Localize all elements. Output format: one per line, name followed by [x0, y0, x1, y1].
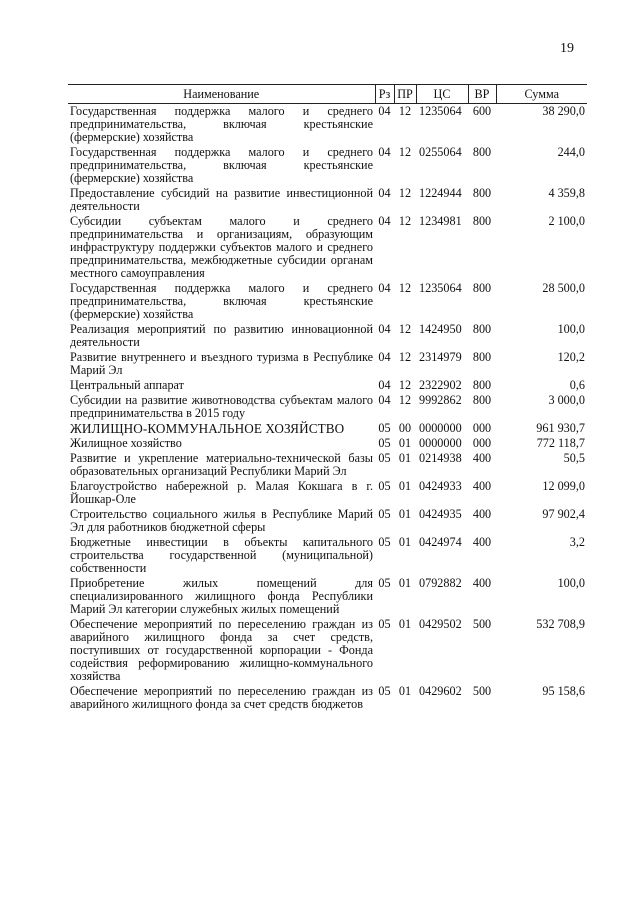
row-pr: 00 [398, 421, 412, 435]
row-rz: 04 [378, 104, 391, 118]
row-name: Предоставление субсидий на развитие инвестиционной деятельности [70, 186, 373, 213]
row-sum: 4 359,8 [548, 186, 585, 200]
row-pr: 01 [398, 451, 412, 465]
table-row [68, 104, 587, 146]
row-rz: 05 [378, 617, 391, 631]
table-row [68, 393, 587, 421]
row-name: Развитие внутреннего и въездного туризма в Республике Марий Эл [70, 350, 373, 377]
row-rz: 04 [378, 350, 391, 364]
row-pr: 12 [398, 281, 412, 295]
row-rz: 04 [378, 322, 391, 336]
header-sum: Сумма [496, 85, 587, 104]
table-row [68, 451, 587, 479]
row-sum: 961 930,7 [536, 421, 585, 435]
row-cs: 1234981 [419, 214, 462, 228]
row-rz: 04 [378, 393, 391, 407]
table-row [68, 507, 587, 535]
row-rz: 04 [378, 214, 391, 228]
row-sum: 97 902,4 [542, 507, 585, 521]
row-cs: 1235064 [419, 104, 462, 118]
row-vr: 800 [472, 393, 492, 407]
header-rz: Рз [375, 85, 394, 104]
row-cs: 0429502 [419, 617, 462, 631]
row-name: ЖИЛИЩНО-КОММУНАЛЬНОЕ ХОЗЯЙСТВО [70, 421, 345, 436]
row-name: Реализация мероприятий по развитию инновационной деятельности [70, 322, 373, 349]
row-sum: 772 118,7 [536, 436, 585, 450]
row-name: Субсидии на развитие животноводства субъектам малого предпринимательства в 2015 году [70, 393, 373, 420]
row-vr: 000 [472, 421, 492, 435]
row-sum: 3,2 [569, 535, 585, 549]
row-name: Государственная поддержка малого и среднего предпринимательства, включая крестьянские (фермерские) хозяйства [70, 104, 373, 144]
row-sum: 0,6 [569, 378, 585, 392]
row-sum: 244,0 [557, 145, 585, 159]
row-rz: 05 [378, 451, 391, 465]
row-rz: 05 [378, 684, 391, 698]
row-cs: 1235064 [419, 281, 462, 295]
row-cs: 0424935 [419, 507, 462, 521]
row-name: Центральный аппарат [70, 378, 184, 392]
row-cs: 0214938 [419, 451, 462, 465]
row-cs: 2314979 [419, 350, 462, 364]
row-vr: 800 [472, 322, 492, 336]
header-vr: ВР [468, 85, 496, 104]
row-name: Жилищное хозяйство [70, 436, 182, 450]
row-cs: 9992862 [419, 393, 462, 407]
row-pr: 01 [398, 576, 412, 590]
row-sum: 95 158,6 [542, 684, 585, 698]
row-vr: 800 [472, 350, 492, 364]
row-cs: 0000000 [419, 421, 462, 435]
row-sum: 28 500,0 [542, 281, 585, 295]
row-name: Благоустройство набережной р. Малая Кокшага в г. Йошкар-Оле [70, 479, 373, 506]
row-vr: 800 [472, 186, 492, 200]
row-sum: 100,0 [557, 322, 585, 336]
row-cs: 1424950 [419, 322, 462, 336]
table-row [68, 145, 587, 186]
table-row [68, 378, 587, 393]
row-rz: 05 [378, 479, 391, 493]
row-cs: 0792882 [419, 576, 462, 590]
row-sum: 120,2 [557, 350, 585, 364]
row-vr: 400 [472, 507, 492, 521]
row-name: Бюджетные инвестиции в объекты капитального строительства государственной (муниципальной) собственности [70, 535, 373, 575]
row-sum: 38 290,0 [542, 104, 585, 118]
row-vr: 600 [472, 104, 492, 118]
row-cs: 0255064 [419, 145, 462, 159]
row-pr: 12 [398, 186, 412, 200]
table-row [68, 186, 587, 214]
row-name: Строительство социального жилья в Республике Марий Эл для работников бюджетной сферы [70, 507, 373, 534]
row-rz: 05 [378, 436, 391, 450]
row-pr: 01 [398, 535, 412, 549]
row-vr: 800 [472, 281, 492, 295]
row-pr: 12 [398, 322, 412, 336]
row-pr: 01 [398, 479, 412, 493]
table-row [68, 322, 587, 350]
row-pr: 01 [398, 684, 412, 698]
table-row [68, 535, 587, 576]
row-pr: 12 [398, 378, 412, 392]
row-pr: 01 [398, 617, 412, 631]
row-rz: 04 [378, 281, 391, 295]
header-name: Наименование [68, 85, 375, 104]
row-cs: 0429602 [419, 684, 462, 698]
row-pr: 12 [398, 350, 412, 364]
row-name: Приобретение жилых помещений для специализированного жилищного фонда Республики Марий Эл категории служебных жилых помещений [70, 576, 373, 616]
row-vr: 800 [472, 378, 492, 392]
header-cs: ЦС [416, 85, 468, 104]
table-row [68, 479, 587, 507]
row-vr: 400 [472, 535, 492, 549]
table-row [68, 436, 587, 451]
table-row [68, 421, 587, 436]
table-row [68, 684, 587, 712]
row-sum: 3 000,0 [548, 393, 585, 407]
row-cs: 0424933 [419, 479, 462, 493]
row-vr: 400 [472, 451, 492, 465]
row-pr: 12 [398, 214, 412, 228]
row-rz: 05 [378, 421, 391, 435]
row-pr: 12 [398, 393, 412, 407]
row-cs: 1224944 [419, 186, 462, 200]
table-row [68, 350, 587, 378]
row-name: Развитие и укрепление материально-технической базы образовательных организаций Республики Марий Эл [70, 451, 373, 478]
row-cs: 0424974 [419, 535, 462, 549]
row-rz: 05 [378, 576, 391, 590]
row-rz: 04 [378, 145, 391, 159]
row-vr: 800 [472, 145, 492, 159]
page-number: 19 [560, 41, 574, 56]
row-sum: 100,0 [557, 576, 585, 590]
row-rz: 04 [378, 186, 391, 200]
row-pr: 12 [398, 104, 412, 118]
row-name: Государственная поддержка малого и среднего предпринимательства, включая крестьянские (фермерские) хозяйства [70, 281, 373, 321]
row-name: Государственная поддержка малого и среднего предпринимательства, включая крестьянские (фермерские) хозяйства [70, 145, 373, 185]
header-pr: ПР [394, 85, 416, 104]
row-rz: 05 [378, 535, 391, 549]
row-vr: 500 [472, 617, 492, 631]
table-row [68, 281, 587, 322]
row-pr: 12 [398, 145, 412, 159]
row-name: Обеспечение мероприятий по переселению граждан из аварийного жилищного фонда за счет средств бюджетов [70, 684, 373, 711]
row-vr: 800 [472, 214, 492, 228]
row-vr: 500 [472, 684, 492, 698]
row-name: Обеспечение мероприятий по переселению граждан из аварийного жилищного фонда за счет средств, поступивших от государственной корпорации - Фонда содействия реформированию жилищно-коммунального хозяйства [70, 617, 373, 683]
row-vr: 400 [472, 479, 492, 493]
row-rz: 05 [378, 507, 391, 521]
row-rz: 04 [378, 378, 391, 392]
row-name: Субсидии субъектам малого и среднего предпринимательства и организациям, образующим инфраструктуру поддержки субъектов малого и среднего предпринимательства, межбюджетные субсидии органам местного самоуправления [70, 214, 373, 280]
table-header-row [68, 85, 587, 104]
row-sum: 50,5 [563, 451, 585, 465]
table-row [68, 617, 587, 684]
row-vr: 000 [472, 436, 492, 450]
table-row [68, 214, 587, 281]
row-vr: 400 [472, 576, 492, 590]
row-sum: 532 708,9 [536, 617, 585, 631]
row-pr: 01 [398, 436, 412, 450]
row-sum: 12 099,0 [542, 479, 585, 493]
row-sum: 2 100,0 [548, 214, 585, 228]
table-body [68, 104, 587, 713]
budget-table [68, 84, 587, 712]
table-row [68, 576, 587, 617]
row-pr: 01 [398, 507, 412, 521]
row-cs: 2322902 [419, 378, 462, 392]
row-cs: 0000000 [419, 436, 462, 450]
